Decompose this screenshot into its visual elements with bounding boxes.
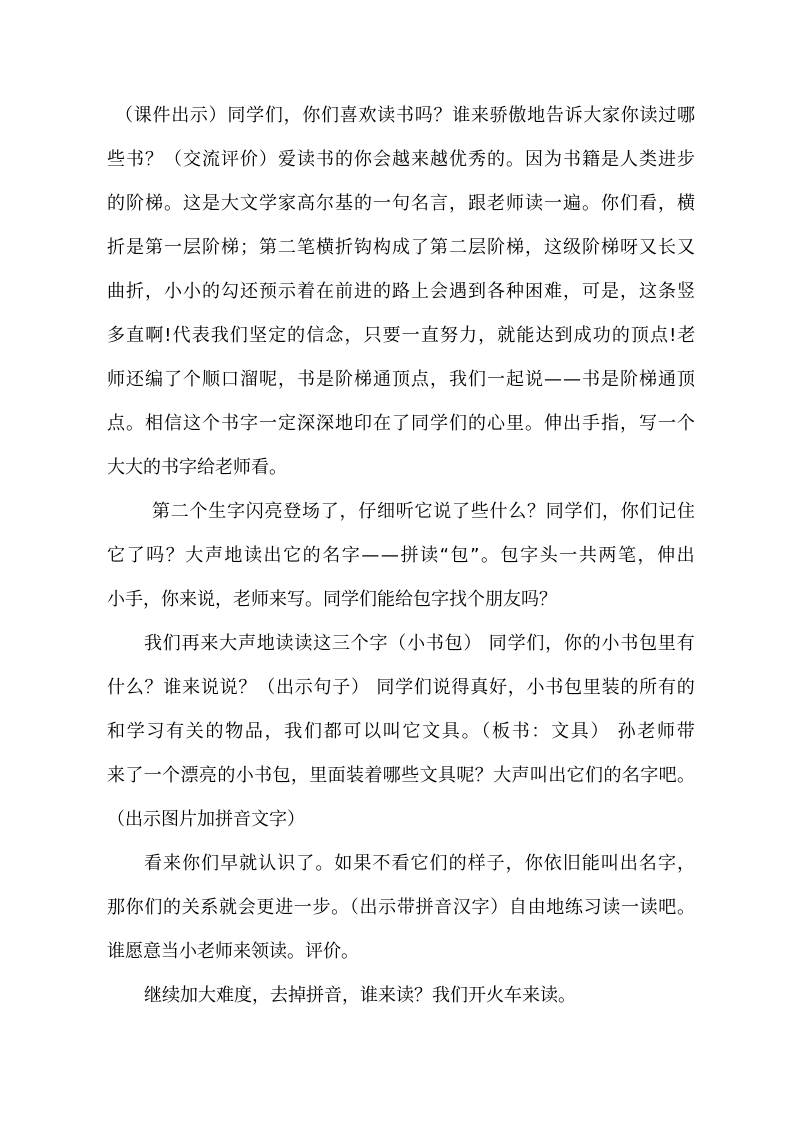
text-line: 我们再来大声地读读这三个字（小书包） 同学们，你的小书包里有 xyxy=(144,633,696,654)
text-line: 折是第一层阶梯；第二笔横折钩构成了第二层阶梯，这级阶梯呀又长又 xyxy=(107,237,696,258)
text-line: 那你们的关系就会更进一步。（出示带拼音汉字）自由地练习读一读吧。 xyxy=(107,897,696,918)
text-line: 师还编了个顺口溜呢，书是阶梯通顶点，我们一起说——书是阶梯通顶 xyxy=(107,369,696,390)
text-line: 继续加大难度，去掉拼音，谁来读？我们开火车来读。 xyxy=(144,985,576,1006)
text-line: 的阶梯。这是大文学家高尔基的一句名言，跟老师读一遍。你们看，横 xyxy=(107,193,696,214)
text-line: 谁愿意当小老师来领读。评价。 xyxy=(107,941,359,962)
text-line: 第二个生字闪亮登场了，仔细听它说了些什么？同学们，你们记住 xyxy=(152,501,696,522)
text-line: 什么？谁来说说？（出示句子） 同学们说得真好，小书包里装的所有的 xyxy=(107,677,696,698)
text-line: 它了吗？大声地读出它的名字——拼读“包”。包字头一共两笔，伸出 xyxy=(107,545,697,566)
text-line: 小手，你来说，老师来写。同学们能给包字找个朋友吗？ xyxy=(107,589,557,610)
text-line: 多直啊!代表我们坚定的信念，只要一直努力，就能达到成功的顶点!老 xyxy=(107,325,697,346)
text-line: 来了一个漂亮的小书包，里面装着哪些文具呢？大声叫出它们的名字吧。 xyxy=(107,765,696,786)
text-line: 和学习有关的物品，我们都可以叫它文具。（板书：文具） 孙老师带 xyxy=(107,721,697,742)
text-line: 些书？（交流评价）爱读书的你会越来越优秀的。因为书籍是人类进步 xyxy=(107,149,696,170)
text-line: （课件出示）同学们，你们喜欢读书吗？谁来骄傲地告诉大家你读过哪 xyxy=(115,105,696,126)
text-line: （出示图片加拼音文字） xyxy=(107,809,305,830)
text-line: 大大的书字给老师看。 xyxy=(107,457,287,478)
text-line: 曲折，小小的勾还预示着在前进的路上会遇到各种困难，可是，这条竖 xyxy=(107,281,696,302)
text-line: 点。相信这个书字一定深深地印在了同学们的心里。伸出手指，写一个 xyxy=(107,413,696,434)
text-line: 看来你们早就认识了。如果不看它们的样子，你依旧能叫出名字， xyxy=(144,853,697,874)
